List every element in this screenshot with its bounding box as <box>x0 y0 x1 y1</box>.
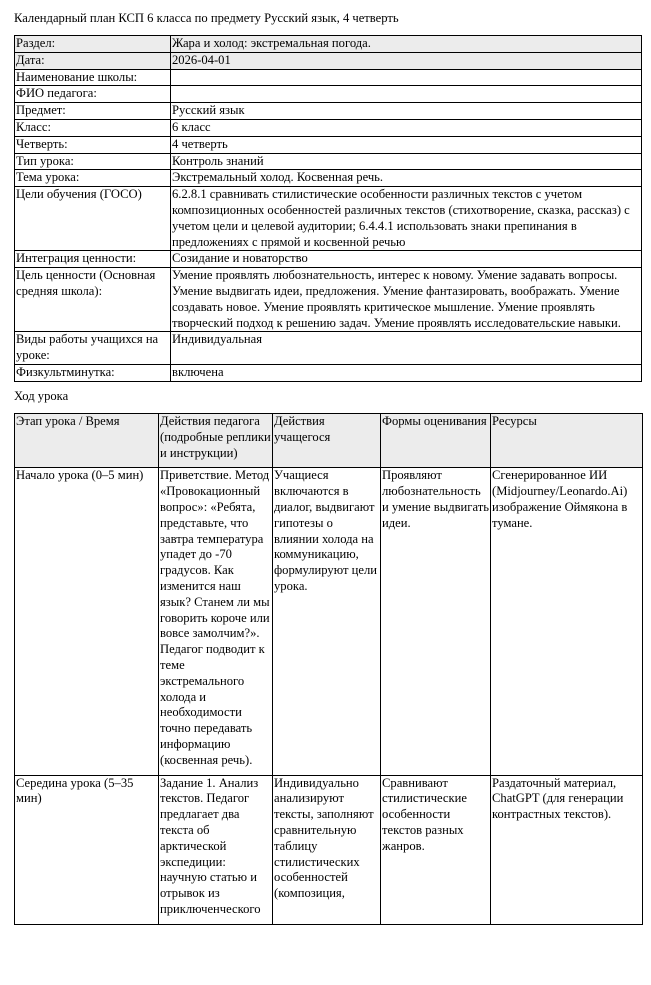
document-title: Календарный план КСП 6 класса по предмету Русский язык, 4 четверть <box>14 11 399 25</box>
meta-row <box>15 119 642 136</box>
meta-row <box>15 36 642 53</box>
lesson-cell: Раздаточный материал, ChatGPT (для генерации контрастных текстов). <box>491 775 643 924</box>
meta-row <box>15 52 642 69</box>
meta-value: Русский язык <box>171 103 642 120</box>
meta-label: Тип урока: <box>15 153 171 170</box>
section-title: Ход урока <box>14 389 69 403</box>
lesson-meta-table <box>14 35 642 382</box>
meta-label: Физкультминутка: <box>15 364 171 381</box>
meta-value: Умение проявлять любознательность, интерес к новому. Умение задавать вопросы. Умение выдвигать идеи, предложения. Умение фантазировать, воображать. Умение создавать новое. Умение проявлять критическое мышление. Умение проявлять творческий подход к решению задач. Умение проявлять исследовательские навыки. <box>171 268 642 332</box>
meta-row <box>15 268 642 332</box>
meta-row <box>15 332 642 365</box>
header-cell: Ресурсы <box>491 414 643 468</box>
meta-value: 6.2.8.1 сравнивать стилистические особенности различных текстов с учетом композиционных особенностей различных текстов (стихотворение, сказка, рассказ) с учетом цели и целевой аудитории; 6.4.4.1 использовать знаки препинания в предложениях с прямой и косвенной речью <box>171 187 642 251</box>
meta-label: Дата: <box>15 52 171 69</box>
lesson-cell: Середина урока (5–35 мин) <box>15 775 159 924</box>
lesson-header-row <box>15 414 643 468</box>
meta-value: Созидание и новаторство <box>171 251 642 268</box>
meta-label: Цель ценности (Основная средняя школа): <box>15 268 171 332</box>
meta-row <box>15 103 642 120</box>
meta-label: Четверть: <box>15 136 171 153</box>
meta-row <box>15 86 642 103</box>
meta-value: 4 четверть <box>171 136 642 153</box>
meta-value: включена <box>171 364 642 381</box>
meta-value: Индивидуальная <box>171 332 642 365</box>
meta-row <box>15 136 642 153</box>
meta-row <box>15 364 642 381</box>
lesson-cell: Приветствие. Метод «Провокационный вопрос»: «Ребята, представьте, что завтра температура упадет до -70 градусов. Как изменится наш язык? Станем ли мы говорить короче или вовсе замолчим?». Педагог подводит к теме экстремального холода и необходимости точно передавать информацию (косвенная речь). <box>159 468 273 775</box>
meta-row <box>15 251 642 268</box>
meta-label: Раздел: <box>15 36 171 53</box>
header-cell: Этап урока / Время <box>15 414 159 468</box>
meta-row <box>15 69 642 86</box>
meta-label: Класс: <box>15 119 171 136</box>
meta-value: 6 класс <box>171 119 642 136</box>
meta-label: Наименование школы: <box>15 69 171 86</box>
lesson-cell: Сгенерированное ИИ (Midjourney/Leonardo.Ai) изображение Оймякона в тумане. <box>491 468 643 775</box>
meta-value: 2026-04-01 <box>171 52 642 69</box>
meta-label: Предмет: <box>15 103 171 120</box>
lesson-row <box>15 775 643 924</box>
meta-row <box>15 170 642 187</box>
lesson-cell: Проявляют любознательность и умение выдвигать идеи. <box>381 468 491 775</box>
meta-value: Экстремальный холод. Косвенная речь. <box>171 170 642 187</box>
meta-row <box>15 187 642 251</box>
lesson-cell: Индивидуально анализируют тексты, заполняют сравнительную таблицу стилистических особенностей (композиция, <box>273 775 381 924</box>
meta-label: Интеграция ценности: <box>15 251 171 268</box>
lesson-cell: Сравнивают стилистические особенности текстов разных жанров. <box>381 775 491 924</box>
meta-value <box>171 69 642 86</box>
meta-value <box>171 86 642 103</box>
header-cell: Формы оценивания <box>381 414 491 468</box>
header-cell: Действия педагога (подробные реплики и инструкции) <box>159 414 273 468</box>
meta-label: Цели обучения (ГОСО) <box>15 187 171 251</box>
meta-value: Контроль знаний <box>171 153 642 170</box>
lesson-cell: Начало урока (0–5 мин) <box>15 468 159 775</box>
lesson-cell: Задание 1. Анализ текстов. Педагог предлагает два текста об арктической экспедиции: научную статью и отрывок из приключенческого <box>159 775 273 924</box>
meta-label: Тема урока: <box>15 170 171 187</box>
lesson-cell: Учащиеся включаются в диалог, выдвигают гипотезы о влиянии холода на коммуникацию, формулируют цели урока. <box>273 468 381 775</box>
header-cell: Действия учащегося <box>273 414 381 468</box>
meta-value: Жара и холод: экстремальная погода. <box>171 36 642 53</box>
lesson-row <box>15 468 643 775</box>
meta-row <box>15 153 642 170</box>
lesson-flow-table <box>14 413 643 925</box>
meta-label: Виды работы учащихся на уроке: <box>15 332 171 365</box>
meta-label: ФИО педагога: <box>15 86 171 103</box>
